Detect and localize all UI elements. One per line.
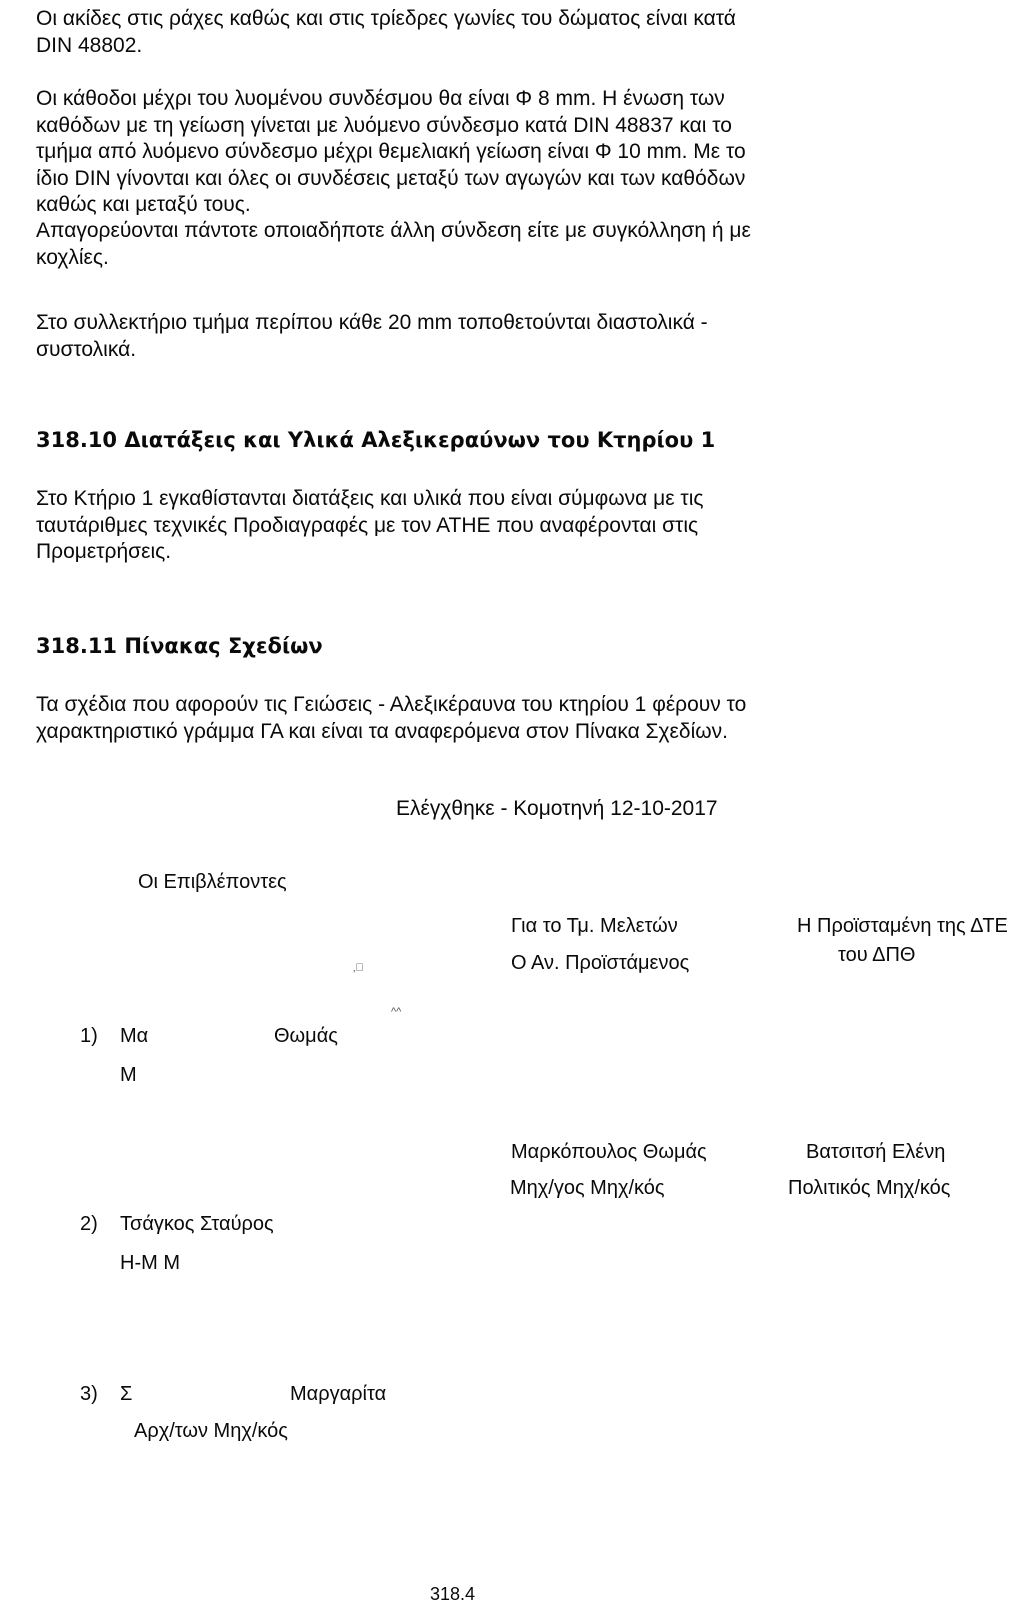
section-heading-318-10: 318.10 Διατάξεις και Υλικά Αλεξικεραύνων του Κτηρίου 1 xyxy=(36,428,716,452)
supervisor-2-number: 2) xyxy=(80,1213,98,1235)
text-line: συστολικά. xyxy=(36,337,137,361)
supervisor-1-title: Μ xyxy=(120,1064,137,1086)
studies-name: Μαρκόπουλος Θωμάς xyxy=(511,1141,707,1163)
supervisor-2-title: Η-Μ Μ xyxy=(120,1252,180,1274)
text-line: DIN 48802. xyxy=(36,33,143,57)
head-label-2: του ΔΠΘ xyxy=(838,944,916,966)
supervisor-3-title: Αρχ/των Μηχ/κός xyxy=(134,1420,288,1442)
supervisor-3-name-a: Σ xyxy=(120,1383,133,1405)
supervisor-2-name: Τσάγκος Σταύρος xyxy=(120,1213,274,1235)
studies-label: Για το Τμ. Μελετών xyxy=(511,915,678,937)
supervisor-1-number: 1) xyxy=(80,1025,98,1047)
supervisor-1-name-b: Θωμάς xyxy=(274,1025,338,1047)
studies-role: Ο Αν. Προϊστάμενος xyxy=(511,952,690,974)
paragraph-downconductors xyxy=(36,86,916,219)
supervisor-3-name-b: Μαργαρίτα xyxy=(290,1383,387,1405)
text-line: Οι κάθοδοι μέχρι του λυομένου συνδέσμου θα είναι Φ 8 mm. Η ένωση των xyxy=(36,87,725,110)
text-line: ίδιο DIN γίνονται και όλες οι συνδέσεις μεταξύ των αγωγών και των καθόδων xyxy=(36,166,746,190)
text-line: καθώς και μεταξύ τους. xyxy=(36,193,251,216)
text-line: τμήμα από λυόμενο σύνδεσμο μέχρι θεμελιακή γείωση είναι Φ 10 mm. Με το xyxy=(36,140,746,163)
supervisor-1-name-a: Μα xyxy=(120,1025,149,1047)
text-line: χαρακτηριστικό γράμμα ΓΑ και είναι τα αναφερόμενα στον Πίνακα Σχεδίων. xyxy=(36,719,728,743)
text-line: Τα σχέδια που αφορούν τις Γειώσεις - Αλεξικέραυνα του κτηρίου 1 φέρουν το xyxy=(36,693,747,716)
paragraph-expansion xyxy=(36,310,916,363)
section-text-318-11 xyxy=(36,692,916,745)
signature-mark: ‚ﾞ xyxy=(353,962,364,974)
paragraph-spikes xyxy=(36,6,916,59)
signature-mark: ^^ xyxy=(391,1006,402,1018)
head-title: Πολιτικός Μηχ/κός xyxy=(788,1177,951,1199)
supervisor-3-number: 3) xyxy=(80,1383,98,1405)
section-heading-318-11: 318.11 Πίνακας Σχεδίων xyxy=(36,634,323,658)
text-line: Προμετρήσεις. xyxy=(36,540,172,563)
page-number: 318.4 xyxy=(430,1584,476,1604)
text-line: Απαγορεύονται πάντοτε οποιαδήποτε άλλη σύνδεση είτε με συγκόλληση ή με xyxy=(36,219,751,242)
head-label: Η Προϊσταμένη της ΔΤΕ xyxy=(797,915,1008,937)
checked-date: Ελέγχθηκε - Κομοτηνή 12-10-2017 xyxy=(396,797,718,820)
supervisors-label: Οι Επιβλέποντες xyxy=(138,871,287,893)
studies-title: Μηχ/γος Μηχ/κός xyxy=(510,1177,665,1199)
text-line: Στο Κτήριο 1 εγκαθίστανται διατάξεις και υλικά που είναι σύμφωνα με τις xyxy=(36,487,704,510)
text-line: κοχλίες. xyxy=(36,245,109,269)
paragraph-prohibited xyxy=(36,218,916,271)
section-text-318-10 xyxy=(36,486,916,566)
head-name: Βατσιτσή Ελένη xyxy=(806,1141,946,1163)
text-line: καθόδων με τη γείωση γίνεται με λυόμενο σύνδεσμο κατά DIN 48837 και το xyxy=(36,113,732,137)
text-line: Στο συλλεκτήριο τμήμα περίπου κάθε 20 mm τοποθετούνται διαστολικά - xyxy=(36,311,708,334)
text-line: ταυτάριθμες τεχνικές Προδιαγραφές με τον ΑΤΗΕ που αναφέρονται στις xyxy=(36,513,699,537)
text-line: Οι ακίδες στις ράχες καθώς και στις τρίεδρες γωνίες του δώματος είναι κατά xyxy=(36,7,736,30)
